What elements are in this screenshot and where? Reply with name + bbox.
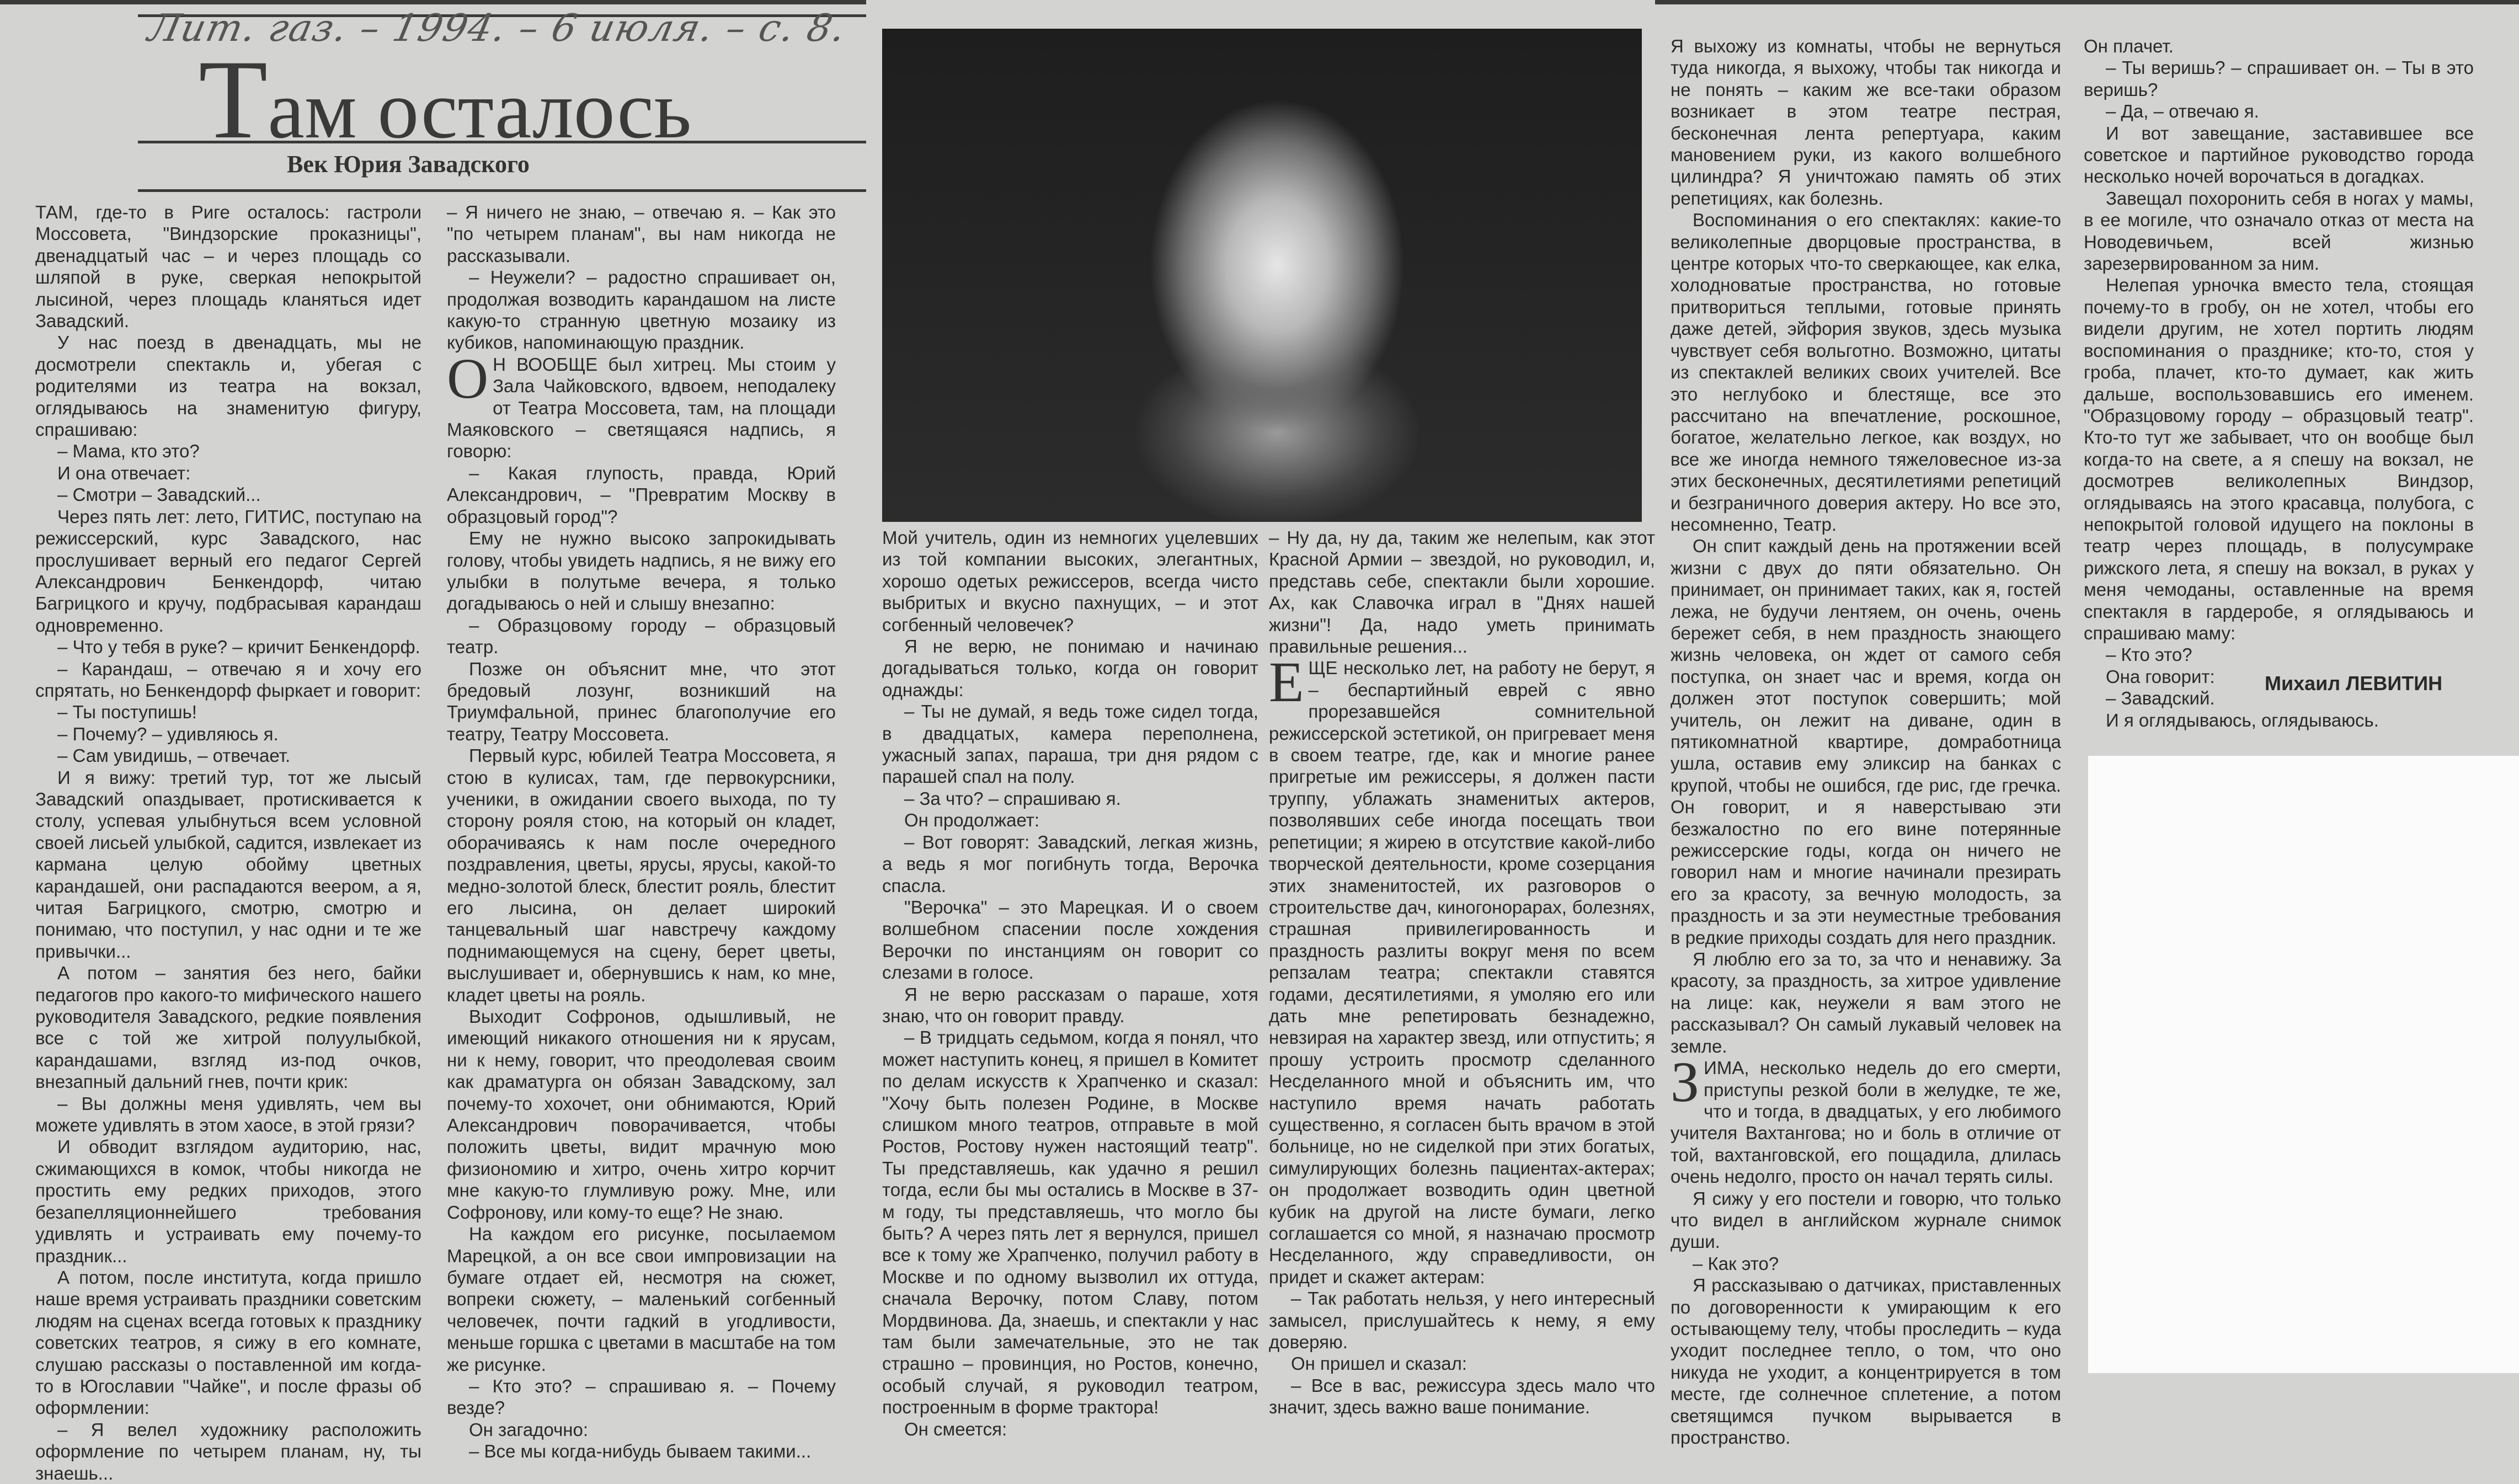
handwritten-citation: Лит. газ. – 1994. – 6 июля. – с. 8. bbox=[144, 7, 851, 50]
drop-cap: О bbox=[447, 346, 489, 410]
title-initial: Т bbox=[199, 37, 268, 162]
paragraph-text: – Все мы когда-нибудь бываем такими... bbox=[469, 1441, 812, 1462]
text-column-6 bbox=[2084, 35, 2474, 731]
paragraph-text: Ему не нужно высоко запрокидывать голову, чтобы увидеть надпись, я не вижу его улыбки в полутьме вечера, я только догадываюсь о ней и слышу внезапно: bbox=[447, 528, 836, 614]
portrait-photo bbox=[882, 29, 1642, 522]
paragraph-text: – Завадский. bbox=[2106, 688, 2215, 709]
paragraph-text: На каждом его рисунке, посылаемом Марецкой, а он все свои импровизации на бумаге отдает ей, несмотря на сюжет, вопреки сюжету, – маленький согбенный человечек, почти гадкий в угодливости, меньше горшка с цветами в масштабе на том же рисунке. bbox=[447, 1224, 836, 1375]
text-column-1 bbox=[35, 201, 421, 1484]
paragraph-text: У нас поезд в двенадцать, мы не досмотрели спектакль и, убегая с родителями из театра на вокзал, оглядываюсь на знаменитую фигуру, спрашиваю: bbox=[35, 332, 421, 440]
text-column-3 bbox=[882, 527, 1258, 1440]
paragraph-text: И вот завещание, заставившее все советское и партийное руководство города несколько ночей ворочаться в догадках. bbox=[2084, 122, 2474, 187]
paragraph-text: Выходит Софронов, одышливый, не имеющий никакого отношения ни к ярусам, ни к нему, говорит, что преодолевая своим как драматурга он обязан Завадскому, зал почему-то хохочет, они обнимаются, Юрий Александрович поворачивается, чтобы положить цветы, видит мрачную мою физиономию и хитро, очень хитро корчит мне какую-то глумливую рожу. Мне, или Софронову, или кому-то еще? Не знаю. bbox=[447, 1006, 836, 1223]
paragraph-text: – Неужели? – радостно спрашивает он, продолжая возводить карандашом на листе какую-то странную цветную мозаику из кубиков, напоминающую праздник. bbox=[447, 267, 836, 353]
paragraph-text: – Что у тебя в руке? – кричит Бенкендорф. bbox=[57, 637, 420, 658]
paragraph-text: Я сижу у его постели и говорю, что только что видел в английском журнале снимок души. bbox=[1671, 1188, 2061, 1252]
paragraph bbox=[1671, 1253, 2061, 1274]
paragraph bbox=[35, 767, 421, 963]
paragraph bbox=[35, 962, 421, 1092]
paragraph bbox=[447, 1006, 836, 1223]
paragraph-text: – Да, – отвечаю я. bbox=[2106, 101, 2259, 122]
paragraph-text: А потом, после института, когда пришло наше время устраивать праздники советским людям на сценах всегда готовых к празднику советских театров, я сижу в его комнате, слушаю рассказы о поставленной им когда-то в Югославии "Чайке", и после фразы об оформлении: bbox=[35, 1267, 421, 1418]
paragraph bbox=[447, 527, 836, 615]
paragraph bbox=[35, 332, 421, 440]
paragraph-text: – Смотри – Завадский... bbox=[57, 484, 261, 505]
paragraph bbox=[2084, 188, 2474, 275]
paragraph-text: – Я велел художнику расположить оформление по четырем планам, ну, ты знаешь... bbox=[35, 1419, 421, 1483]
paragraph bbox=[2084, 100, 2474, 122]
paragraph-text: Я не верю, не понимаю и начинаю догадываться только, когда он говорит однажды: bbox=[882, 636, 1258, 700]
paragraph-text: – Сам увидишь, – отвечает. bbox=[57, 745, 291, 766]
paragraph-text: – Все в вас, режиссура здесь мало что значит, здесь важно ваше понимание. bbox=[1269, 1375, 1655, 1418]
drop-cap: З bbox=[1671, 1050, 1700, 1114]
paragraph-text: Через пять лет: лето, ГИТИС, поступаю на режиссерский, курс Завадского, нас прослушивает верный его педагог Сергей Александрович Бенкендорф, читаю Багрицкого и кручу, подбрасывая карандаш одновременно. bbox=[35, 506, 421, 636]
paragraph bbox=[882, 527, 1258, 636]
paragraph-text: А потом – занятия без него, байки педагогов про какого-то мифического нашего руководителя Завадского, редкие появления все с той же хитрой полуулыбкой, карандашами, взгляд из-под очков, внезапный дальний гнев, почти крик: bbox=[35, 963, 421, 1092]
paragraph bbox=[447, 658, 836, 745]
paragraph-text: Позже он объяснит мне, что этот бредовый лозунг, возникший на Триумфальной, принес благополучие его театру, Театру Моссовета. bbox=[447, 658, 836, 744]
article-title bbox=[199, 37, 692, 162]
paragraph bbox=[1269, 527, 1655, 657]
paragraph bbox=[35, 1093, 421, 1136]
paragraph bbox=[447, 1223, 836, 1375]
paragraph bbox=[2084, 57, 2474, 100]
paragraph-text: Он продолжает: bbox=[904, 810, 1040, 831]
text-column-5 bbox=[1671, 35, 2061, 1448]
paragraph bbox=[1671, 1188, 2061, 1253]
paragraph bbox=[447, 266, 836, 354]
blank-paper-area bbox=[2088, 756, 2519, 1373]
top-rule-right bbox=[1655, 0, 2519, 4]
paragraph bbox=[35, 201, 421, 332]
paragraph bbox=[2084, 709, 2474, 731]
paragraph bbox=[447, 201, 836, 266]
title-rest: ам осталось bbox=[268, 64, 692, 156]
paragraph bbox=[1671, 948, 2061, 1057]
paragraph bbox=[882, 1418, 1258, 1440]
paragraph-text: Мой учитель, один из немногих уцелевших из той компании высоких, элегантных, хорошо одетых режиссеров, всегда чисто выбритых и вкусно пахнущих, – и этот согбенный человечек? bbox=[882, 527, 1258, 635]
paragraph bbox=[882, 831, 1258, 896]
paragraph bbox=[882, 896, 1258, 984]
paragraph bbox=[1671, 1050, 2061, 1187]
article-subtitle: Век Юрия Завадского bbox=[287, 151, 530, 178]
paragraph-text: – Ты поступишь! bbox=[57, 702, 197, 723]
paragraph-text: Я не верю рассказам о параше, хотя знаю, что он говорит правду. bbox=[882, 984, 1258, 1026]
paragraph bbox=[1671, 209, 2061, 535]
paragraph-text: Я рассказываю о датчиках, приставленных по договоренности к умирающим к его остывающему телу, чтобы проследить – куда уходит последнее тепло, о том, что оно никуда не уходит, а концентрируется в том месте, где солнечное сплетение, а потом светящимся пучком вырывается в пространство. bbox=[1671, 1275, 2061, 1448]
paragraph bbox=[35, 701, 421, 723]
paragraph-text: – Мама, кто это? bbox=[57, 441, 200, 462]
paragraph-text: И я оглядываюсь, оглядываюсь. bbox=[2106, 709, 2379, 730]
paragraph-text: – Ну да, ну да, таким же нелепым, как этот Красной Армии – звездой, но руководил, и, представь себе, спектакли были хорошие. Ах, как Славочка играл в "Днях нашей жизни"! Да, надо уметь принимать правильные решения... bbox=[1269, 527, 1655, 657]
paragraph bbox=[35, 1136, 421, 1266]
paragraph bbox=[447, 745, 836, 1006]
paragraph-text: И она отвечает: bbox=[57, 462, 191, 483]
paragraph-text: Он загадочно: bbox=[469, 1419, 589, 1440]
paragraph-text: – Ты не думай, я ведь тоже сидел тогда, в двадцатых, камера переполнена, ужасный запах, параша, три дня рядом с парашей спал на полу. bbox=[882, 701, 1258, 787]
paragraph-text: – Вы должны меня удивлять, чем вы можете удивлять в этом хаосе, в этой грязи? bbox=[35, 1093, 421, 1136]
paragraph bbox=[447, 1440, 836, 1462]
paragraph-text: "Верочка" – это Марецкая. И о своем волшебном спасении после хождения Верочки по инстанциям он говорит со слезами в голосе. bbox=[882, 896, 1258, 983]
paragraph bbox=[2084, 35, 2474, 57]
paragraph-text: – Кто это? – спрашиваю я. – Почему везде? bbox=[447, 1375, 836, 1418]
paragraph bbox=[882, 636, 1258, 701]
paragraph bbox=[35, 636, 421, 658]
paragraph bbox=[35, 745, 421, 766]
paragraph-text: – Кто это? bbox=[2106, 644, 2192, 665]
paragraph bbox=[447, 615, 836, 658]
paragraph-text: – Карандаш, – отвечаю я и хочу его спрятать, но Бенкендорф фыркает и говорит: bbox=[35, 658, 421, 701]
paragraph-text: Я люблю его за то, за что и ненавижу. За красоту, за праздность, за хитрое удивление на лице: как, неужели я вам этого не рассказывал? Он самый лукавый человек на земле. bbox=[1671, 949, 2061, 1056]
paragraph bbox=[1671, 1274, 2061, 1448]
paragraph-text: Она говорит: bbox=[2106, 666, 2215, 687]
paragraph-text: – Так работать нельзя, у него интересный замысел, прислушайтесь к нему, я ему доверяю. bbox=[1269, 1288, 1655, 1353]
paragraph-text: ЩЕ несколько лет, на работу не берут, я – беспартийный еврей с явно прорезавшейся сомнительной режиссерской эстетикой, он пригревает меня в своем театре, где, как и многие ранее пригретые им режиссеры, я должен пасти труппу, ублажать знаменитых актеров, позволявших себе иногда посещать твои репетиции; я жирею в отсутствие какой-либо творческой деятельности, кроме созерцания этих знаменитостей, их разговоров о строительстве дач, киногонорарах, болезнях, страшная привилегированность и праздность разлиты вокруг меня по всем репзалам театра; спектакли ставятся годами, десятилетиями, я умоляю его или дать мне репетировать безнадежно, невзирая на характер звезд, или отпустить; я прошу устроить просмотр сделанного Несделанного мной и объяснить им, что наступило время начать работать существенно, я согласен быть врачом в этой больнице, но не сиделкой при этих богатых, симулирующих болезнь пациентах-актерах; он продолжает возводить один цветной кубик на другой на листе бумаги, легко соглашается со мной, я назначаю просмотр Несделанного, жду справедливости, он придет и скажет актерам: bbox=[1269, 658, 1655, 1287]
paragraph bbox=[882, 701, 1258, 788]
paragraph bbox=[35, 658, 421, 702]
paragraph-text: Завещал похоронить себя в ногах у мамы, в ее могиле, что означало отказ от места на Новодевичьем, всей жизнью зарезервированном за ним. bbox=[2084, 188, 2474, 274]
paragraph bbox=[1269, 1353, 1655, 1374]
paragraph-text: Он плачет. bbox=[2084, 36, 2174, 56]
paragraph-text: И я вижу: третий тур, тот же лысый Завадский опаздывает, протискивается к столу, успевая улыбнуться всем условной своей лисьей улыбкой, садится, извлекает из кармана целую обойму цветных карандашей, они распадаются веером, а я, читая Багрицкого, смотрю, смотрю и понимаю, что поступил, у нас одни и те же привычки... bbox=[35, 767, 421, 962]
paragraph bbox=[2084, 274, 2474, 644]
paragraph-text: – Какая глупость, правда, Юрий Александрович, – "Превратим Москву в образцовый город"? bbox=[447, 462, 836, 527]
paragraph bbox=[882, 984, 1258, 1027]
text-column-4 bbox=[1269, 527, 1655, 1418]
paragraph bbox=[35, 723, 421, 745]
paragraph-text: – Как это? bbox=[1693, 1253, 1779, 1274]
text-column-2 bbox=[447, 201, 836, 1462]
paragraph-text: Я выхожу из комнаты, чтобы не вернуться туда никогда, я выхожу, чтобы так никогда и не понять – каким же все-таки образом возникает в этом театре пестрая, бесконечная лента репертуара, каким мановением руки, из какого волшебного цилиндра? Я уничтожаю память об этих репетициях, как болезнь. bbox=[1671, 36, 2061, 209]
paragraph bbox=[1269, 1375, 1655, 1418]
paragraph bbox=[447, 1419, 836, 1440]
paragraph bbox=[35, 506, 421, 636]
paragraph bbox=[2084, 644, 2474, 665]
paragraph-text: – Вот говорят: Завадский, легкая жизнь, а ведь я мог погибнуть тогда, Верочка спасла. bbox=[882, 831, 1258, 896]
paragraph-text: Н ВООБЩЕ был хитрец. Мы стоим у Зала Чайковского, вдвоем, неподалеку от Театра Моссовета, там, на площади Маяковского – светящаяся надпись, я говорю: bbox=[447, 354, 836, 462]
top-rule bbox=[0, 0, 866, 4]
paragraph-text: Первый курс, юбилей Театра Моссовета, я стою в кулисах, там, где первокурсники, ученики, в ожидании своего выхода, по ту сторону рояля стою, на который он кладет, оборачиваясь к нам после очередного поздравления, цветы, ярусы, ярусы, какой-то медно-золотой блеск, блестит рояль, блестит его лысина, он делает широкий танцевальный шаг навстречу каждому поднимающемуся на сцену, берет цветы, выслушивает и, обернувшись к нам, ко мне, кладет цветы на рояль. bbox=[447, 745, 836, 1005]
author-signature: Михаил ЛЕВИТИН bbox=[2265, 672, 2443, 695]
paragraph-text: – Ты веришь? – спрашивает он. – Ты в это веришь? bbox=[2084, 57, 2474, 100]
paragraph bbox=[35, 484, 421, 505]
paragraph-text: Он пришел и сказал: bbox=[1291, 1353, 1467, 1374]
paragraph-text: – В тридцать седьмом, когда я понял, что может наступить конец, я пришел в Комитет по делам искусств к Храпченко и сказал: "Хочу быть полезен Родине, в Москве слишком много театров, отправьте в мой Ростов, Ростову нужен настоящий театр". Ты представляешь, как удачно я решил тогда, если бы мы остались в Москве в 37-м году, ты представляешь, что могло бы быть? А через пять лет я вернулся, пришел все к тому же Храпченко, получил работу в Москве и по одному вызволил их оттуда, сначала Верочку, потом Славу, потом Мордвинова. Да, знаешь, и спектакли у нас там были замечательные, это не так страшно – провинция, но Ростов, конечно, особый случай, я руководил театром, построенным в форме трактора! bbox=[882, 1027, 1258, 1418]
subtitle-rule-bottom bbox=[138, 189, 866, 192]
paragraph-text: ИМА, несколько недель до его смерти, приступы резкой боли в желудке, те же, что и тогда, в двадцатых, у его любимого учителя Вахтангова; но и боль в отличие от той, вахтанговской, его пощадила, длилась очень недолго, просто он начал терять силы. bbox=[1671, 1058, 2061, 1187]
paragraph bbox=[1671, 35, 2061, 209]
paragraph bbox=[35, 440, 421, 462]
paragraph bbox=[882, 1027, 1258, 1418]
paragraph bbox=[2084, 122, 2474, 188]
paragraph bbox=[1269, 650, 1655, 1288]
paragraph-text: И обводит взглядом аудиторию, нас, сжимающихся в комок, чтобы никогда не простить ему редких приходов, этого безапелляционнейшего требования удивлять и устраивать ему почему-то праздник... bbox=[35, 1136, 421, 1266]
paragraph-text: Он смеется: bbox=[904, 1418, 1007, 1439]
paragraph bbox=[447, 346, 836, 462]
paragraph-text: – Почему? – удивляюсь я. bbox=[57, 723, 279, 744]
paragraph-text: ТАМ, где-то в Риге осталось: гастроли Моссовета, "Виндзорские проказницы", двенадцатый час – и через площадь со шляпой в руке, сверкая непокрытой лысиной, через площадь кланяться идет Завадский. bbox=[35, 202, 421, 332]
paragraph bbox=[35, 462, 421, 484]
paragraph bbox=[882, 788, 1258, 809]
paragraph bbox=[447, 462, 836, 527]
paragraph-text: Он спит каждый день на протяжении всей жизни с двух до пяти обязательно. Он принимает, он принимает таких, как я, гостей лежа, не будучи лентяем, он очень, очень бережет себя, в нем праздность знающего жизнь человека, он ждет от самого себя поступка, он знает час и время, когда он должен этот поступок совершить; мой учитель, он лежит на диване, один в пятикомнатной квартире, домработница ушла, оставив ему эликсир на банках с крупой, чтобы не ошибся, где рис, где гречка. Он говорит, и я наверстываю эти безжалостно по его вине потерянные режиссерские годы, когда он ничего не говорил нам и многие начинали презирать его за красоту, за вечную молодость, за праздность и за эти неуместные требования в редкие приходы создать для него праздник. bbox=[1671, 536, 2061, 948]
drop-cap: Е bbox=[1269, 650, 1304, 714]
paragraph-text: Нелепая урночка вместо тела, стоящая почему-то в гробу, он не хотел, чтобы его видели другим, не хотел портить людям воспоминания о празднике; кто-то, стоя у гроба, плачет, кто-то думает, как жить дальше, воспользовавшись его именем. "Образцовому городу – образцовый театр". Кто-то тут же забывает, что он вообще был когда-то на свете, а я спешу на вокзал, не досмотрев великолепных Виндзор, оглядываясь на этого красавца, полубога, с непокрытой головой идущего на поклоны в театр через площадь, в полусумраке рижского лета, я спешу на вокзал, в руках у меня чемоданы, оставленные на время спектакля в гардеробе, я оглядываюсь и спрашиваю маму: bbox=[2084, 275, 2474, 643]
paragraph-text: Воспоминания о его спектаклях: какие-то великолепные дворцовые пространства, в центре которых что-то сверкающее, как елка, холодноватые пространства, но готовые притвориться теплыми, готовые принять даже детей, эйфория звуков, здесь музыка чувствует себя вольготно. Возможно, цитаты из спектаклей великих своих учителей. Все это неглубоко и блестяще, все это рассчитано на впечатление, роскошное, богатое, желательно легкое, как воздух, но все же иногда немного тяжеловесное из-за этих бесконечных, десятилетиями репетиций и безграничного доверия актеру. Но все это, несомненно, Театр. bbox=[1671, 210, 2061, 535]
paragraph-text: – За что? – спрашиваю я. bbox=[904, 788, 1121, 809]
paragraph-text: – Я ничего не знаю, – отвечаю я. – Как это "по четырем планам", вы нам никогда не рассказывали. bbox=[447, 202, 836, 266]
paragraph-text: – Образцовому городу – образцовый театр. bbox=[447, 615, 836, 658]
paragraph bbox=[35, 1419, 421, 1484]
paragraph bbox=[1269, 1288, 1655, 1353]
paragraph bbox=[1671, 535, 2061, 948]
paragraph bbox=[882, 809, 1258, 831]
paragraph bbox=[447, 1375, 836, 1419]
paragraph bbox=[35, 1267, 421, 1419]
